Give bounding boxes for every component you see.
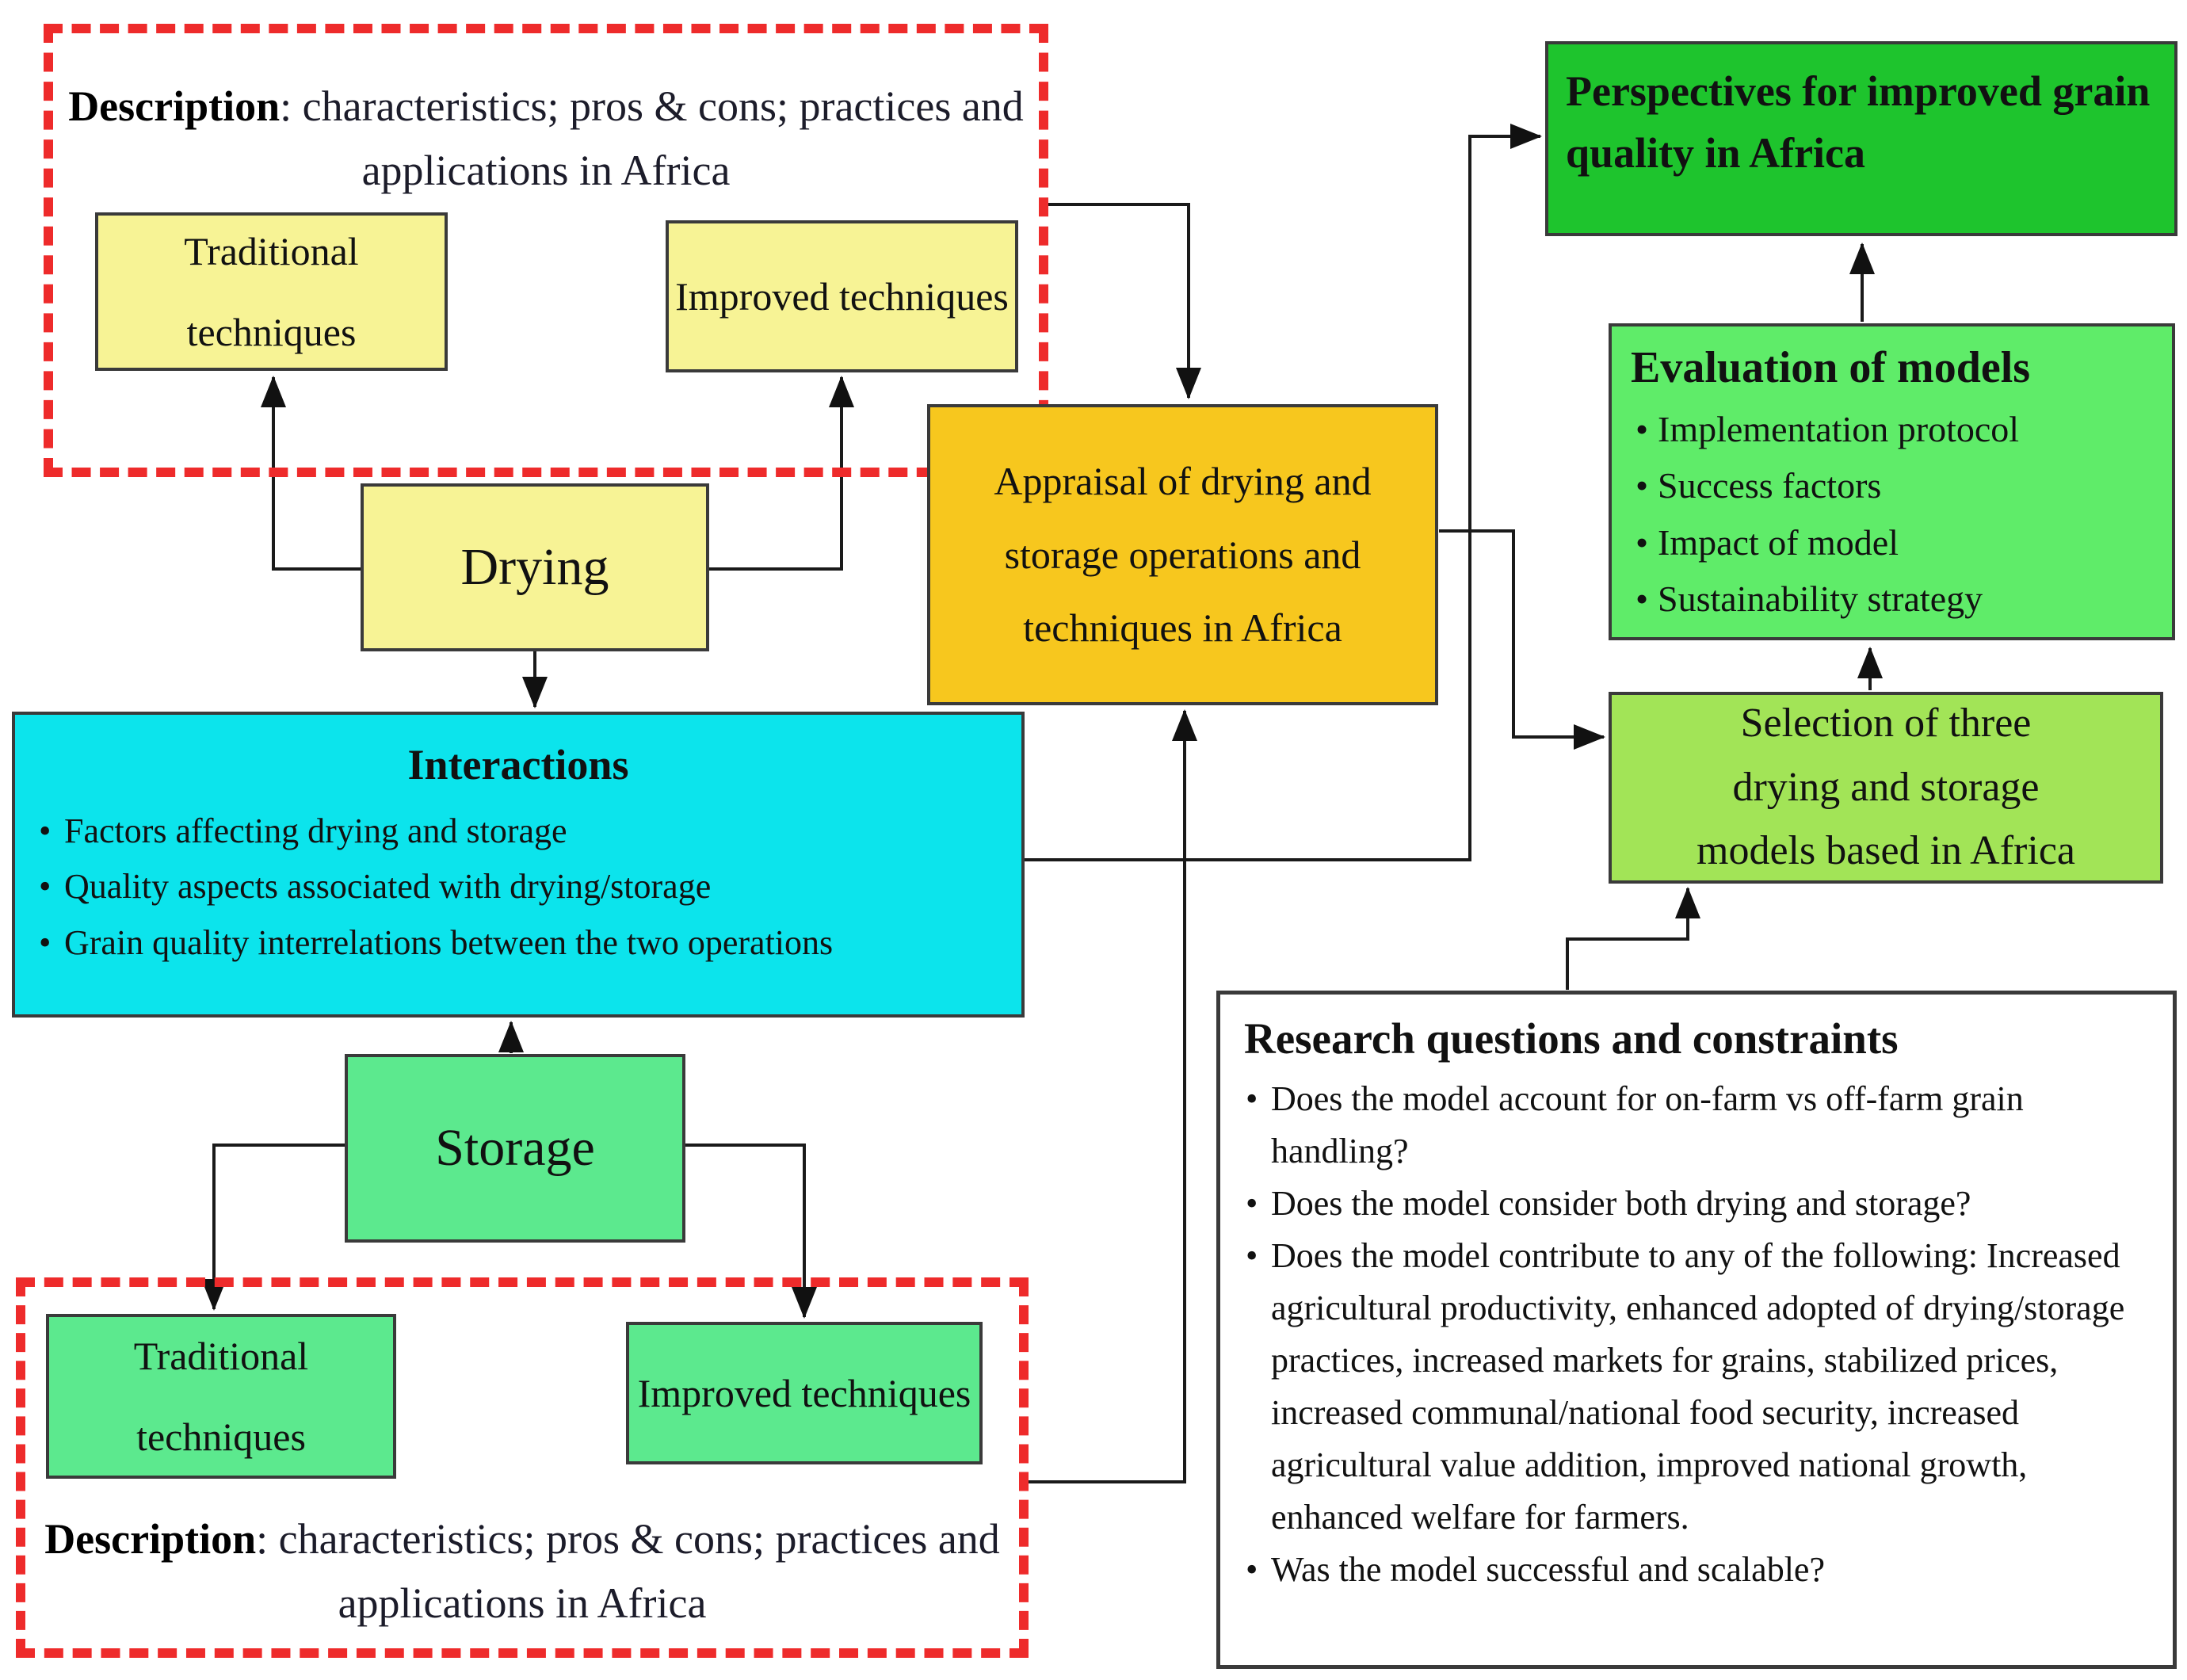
traditional-techniques-drying-box xyxy=(95,212,448,371)
research-bullet: • Does the model contribute to any of the following: Increased agricultural productivity, enhanced adopted of drying/storage practices, increased markets for grains, stabilized prices, increased communal/national food security, increased agricultural value addition, improved national growth, enhanced welfare for farmers. xyxy=(1244,1230,2154,1544)
selection-box xyxy=(1609,692,2163,884)
interactions-bullet: • Factors affecting drying and storage xyxy=(34,804,1002,859)
storage-description-text xyxy=(25,1507,1019,1636)
improved-techniques-drying-label: Improved techniques xyxy=(675,273,1009,319)
selection-label: Selection of three drying and storage models based in Africa xyxy=(1697,701,2075,874)
drying-description-text xyxy=(53,74,1039,203)
storage-label: Storage xyxy=(435,1119,595,1177)
evaluation-bullet: • Success factors xyxy=(1631,457,2156,514)
perspectives-box xyxy=(1545,41,2177,236)
perspectives-label: Perspectives for improved grain quality in Africa xyxy=(1566,67,2151,178)
evaluation-bullet: • Implementation protocol xyxy=(1631,401,2156,457)
traditional-techniques-drying-label: Traditional techniques xyxy=(184,228,359,354)
traditional-techniques-storage-box xyxy=(46,1314,396,1479)
traditional-techniques-storage-label: Traditional techniques xyxy=(133,1333,309,1459)
appraisal-box xyxy=(927,404,1438,705)
research-bullet: • Was the model successful and scalable? xyxy=(1244,1544,2154,1596)
interactions-box xyxy=(12,712,1025,1018)
research-bullet-list xyxy=(1244,1073,2154,1596)
drying-description-rest: : characteristics; pros & cons; practices and applications in Africa xyxy=(280,82,1024,194)
evaluation-title: Evaluation of models xyxy=(1631,343,2031,392)
storage-description-rest: : characteristics; pros & cons; practices and applications in Africa xyxy=(256,1515,1000,1627)
drying-description-label: Description xyxy=(68,82,281,130)
storage-box xyxy=(345,1054,685,1243)
evaluation-bullet: • Impact of model xyxy=(1631,514,2156,571)
interactions-bullet: • Grain quality interrelations between the two operations xyxy=(34,915,1002,971)
connector-appraisal-to-selection xyxy=(1439,531,1604,737)
research-questions-box xyxy=(1216,991,2177,1669)
interactions-title: Interactions xyxy=(407,741,629,788)
storage-description-label: Description xyxy=(44,1515,257,1563)
interactions-bullet: • Quality aspects associated with drying/storage xyxy=(34,859,1002,914)
evaluation-box xyxy=(1609,323,2175,640)
connector-bottomdesc-to-appraisal xyxy=(1028,711,1185,1482)
improved-techniques-storage-label: Improved techniques xyxy=(637,1370,971,1415)
appraisal-label: Appraisal of drying and storage operations and techniques in Africa xyxy=(994,459,1372,651)
research-bullet: • Does the model account for on-farm vs off-farm grain handling? xyxy=(1244,1073,2154,1178)
evaluation-bullet: • Sustainability strategy xyxy=(1631,571,2156,627)
drying-box xyxy=(361,483,709,651)
research-bullet: • Does the model consider both drying and storage? xyxy=(1244,1178,2154,1230)
connector-topdesc-to-appraisal xyxy=(1048,204,1189,398)
evaluation-bullet-list xyxy=(1631,401,2156,627)
connector-research-to-selection xyxy=(1567,888,1688,990)
improved-techniques-storage-box xyxy=(626,1322,983,1464)
drying-label: Drying xyxy=(460,538,609,596)
improved-techniques-drying-box xyxy=(666,220,1018,372)
interactions-bullet-list xyxy=(34,804,1002,971)
research-title: Research questions and constraints xyxy=(1244,1014,1899,1063)
